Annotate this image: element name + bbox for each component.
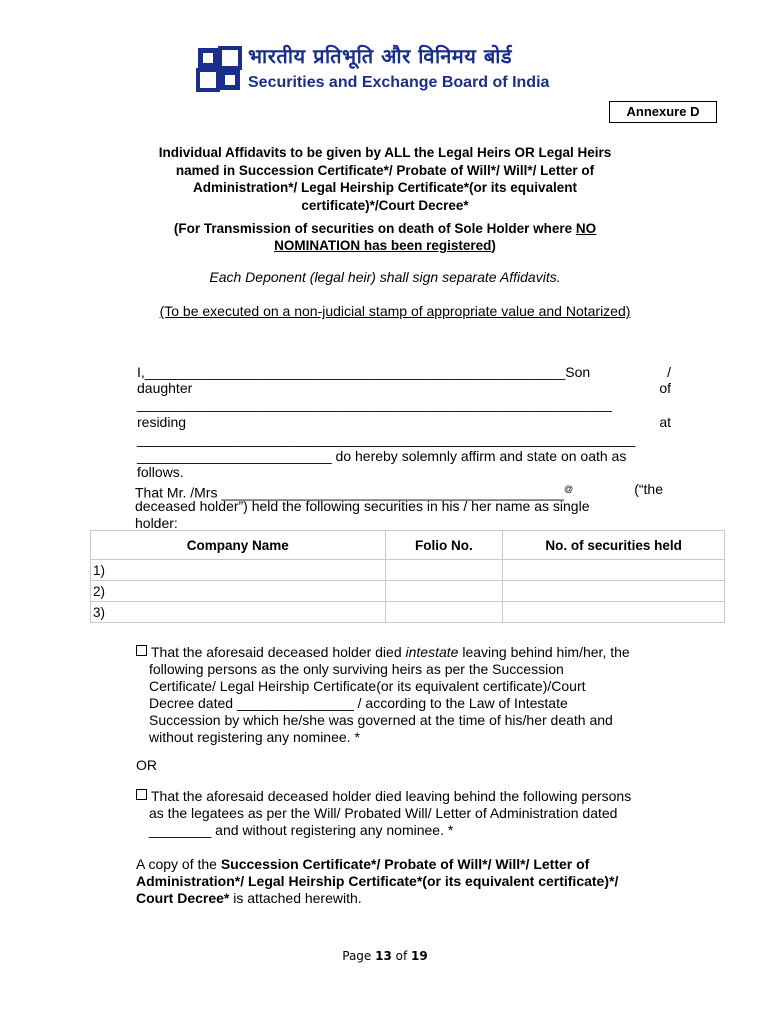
title-line: Administration*/ Legal Heirship Certificate*(or its equivalent — [192, 180, 578, 196]
page-label: of — [391, 949, 412, 963]
copy-text: is attached herewith. — [229, 890, 362, 906]
affidavit-text: residing — [137, 414, 187, 430]
checkbox-intestate[interactable] — [136, 645, 147, 656]
copy-text-bold: Succession Certificate*/ Probate of Will*/ Will*/ Letter of — [220, 856, 590, 872]
annexure-label: Annexure D — [609, 101, 717, 123]
checkbox-will[interactable] — [136, 789, 147, 800]
affidavit-line — [137, 414, 671, 431]
company-cell[interactable] — [91, 560, 386, 581]
sebi-logo-icon — [196, 46, 246, 92]
count-cell[interactable] — [503, 581, 725, 602]
org-name-hindi: भारतीय प्रतिभूति और विनिमय बोर्ड — [248, 44, 513, 68]
folio-cell[interactable] — [385, 602, 503, 623]
org-name-english: Securities and Exchange Board of India — [248, 74, 550, 91]
affidavit-line: ________________________________________________________________ — [137, 431, 636, 447]
page-number — [0, 949, 770, 963]
table-row — [91, 602, 725, 623]
copy-text: A copy of the — [136, 856, 221, 872]
title-line: named in Succession Certificate*/ Probate of Will*/ Will*/ Letter of — [175, 162, 595, 178]
row-number: 1) — [93, 562, 106, 578]
column-header-count: No. of securities held — [503, 531, 725, 560]
subtitle-underlined: NO — [575, 221, 597, 236]
column-header-folio: Folio No. — [385, 531, 503, 560]
option-text: Decree dated _______________ / according to the Law of Intestate — [149, 695, 568, 711]
document-title — [80, 144, 690, 214]
company-cell[interactable] — [91, 602, 386, 623]
copy-attached-statement — [136, 856, 688, 907]
folio-cell[interactable] — [385, 560, 503, 581]
row-number: 3) — [93, 604, 106, 620]
count-cell[interactable] — [503, 602, 725, 623]
option-text: without registering any nominee. * — [149, 729, 360, 745]
deponent-note: Each Deponent (legal heir) shall sign separate Affidavits. — [209, 269, 561, 285]
column-header-company: Company Name — [91, 531, 386, 560]
securities-table — [90, 530, 725, 623]
option-text: as the legatees as per the Will/ Probated Will/ Letter of Administration dated — [149, 805, 618, 821]
affidavit-text: daughter — [137, 380, 193, 396]
stamp-note: (To be executed on a non-judicial stamp of appropriate value and Notarized) — [159, 303, 631, 319]
affidavit-text: at — [659, 414, 671, 430]
table-row — [91, 560, 725, 581]
title-line: Individual Affidavits to be given by ALL the Legal Heirs OR Legal Heirs — [158, 145, 612, 160]
company-cell[interactable] — [91, 581, 386, 602]
option-text: ________ and without registering any nominee. * — [149, 822, 454, 838]
current-page: 13 — [375, 949, 392, 963]
option-intestate — [136, 644, 676, 746]
affidavit-line: deceased holder”) held the following securities in his / her name as single — [135, 498, 590, 514]
affidavit-text: (“the — [634, 481, 663, 497]
subtitle-text: ) — [491, 238, 496, 253]
table-header-row — [91, 531, 725, 560]
option-will — [136, 788, 676, 839]
affidavit-text: I,______________________________________________________Son — [137, 364, 591, 380]
affidavit-line: follows. — [137, 464, 184, 480]
title-line: certificate)*/Court Decree* — [301, 197, 469, 213]
affidavit-line — [137, 380, 671, 397]
option-text-italic: intestate — [405, 644, 459, 660]
or-separator: OR — [136, 757, 157, 773]
affidavit-line: _________________________ do hereby solemnly affirm and state on oath as — [137, 448, 627, 464]
option-text: That the aforesaid deceased holder died — [151, 644, 406, 660]
affidavit-line — [137, 364, 671, 381]
count-cell[interactable] — [503, 560, 725, 581]
total-pages: 19 — [411, 949, 428, 963]
option-text: Certificate/ Legal Heirship Certificate(or its equivalent certificate)/Court — [149, 678, 586, 694]
affidavit-line: holder: — [135, 515, 178, 531]
document-subtitle — [80, 220, 690, 254]
table-row — [91, 581, 725, 602]
subtitle-underlined: NOMINATION has been registered — [274, 238, 492, 253]
option-text: That the aforesaid deceased holder died leaving behind the following persons — [151, 788, 632, 804]
affidavit-superscript: @ — [563, 484, 574, 494]
option-text: Succession by which he/she was governed at the time of his/her death and — [149, 712, 613, 728]
copy-text-bold: Administration*/ Legal Heirship Certificate*(or its equivalent certificate)*/ — [136, 873, 619, 889]
affidavit-text: / — [667, 364, 671, 380]
folio-cell[interactable] — [385, 581, 503, 602]
option-text: following persons as the only surviving heirs as per the Succession — [149, 661, 564, 677]
affidavit-text: That Mr. /Mrs ____________________________________________ — [135, 484, 564, 501]
row-number: 2) — [93, 583, 106, 599]
option-text: leaving behind him/her, the — [458, 644, 630, 660]
affidavit-text: of — [659, 380, 671, 396]
copy-text-bold: Court Decree* — [136, 890, 230, 906]
page-label: Page — [342, 949, 376, 963]
subtitle-text: (For Transmission of securities on death of Sole Holder where — [173, 221, 576, 236]
affidavit-line: _____________________________________________________________ — [137, 396, 612, 412]
